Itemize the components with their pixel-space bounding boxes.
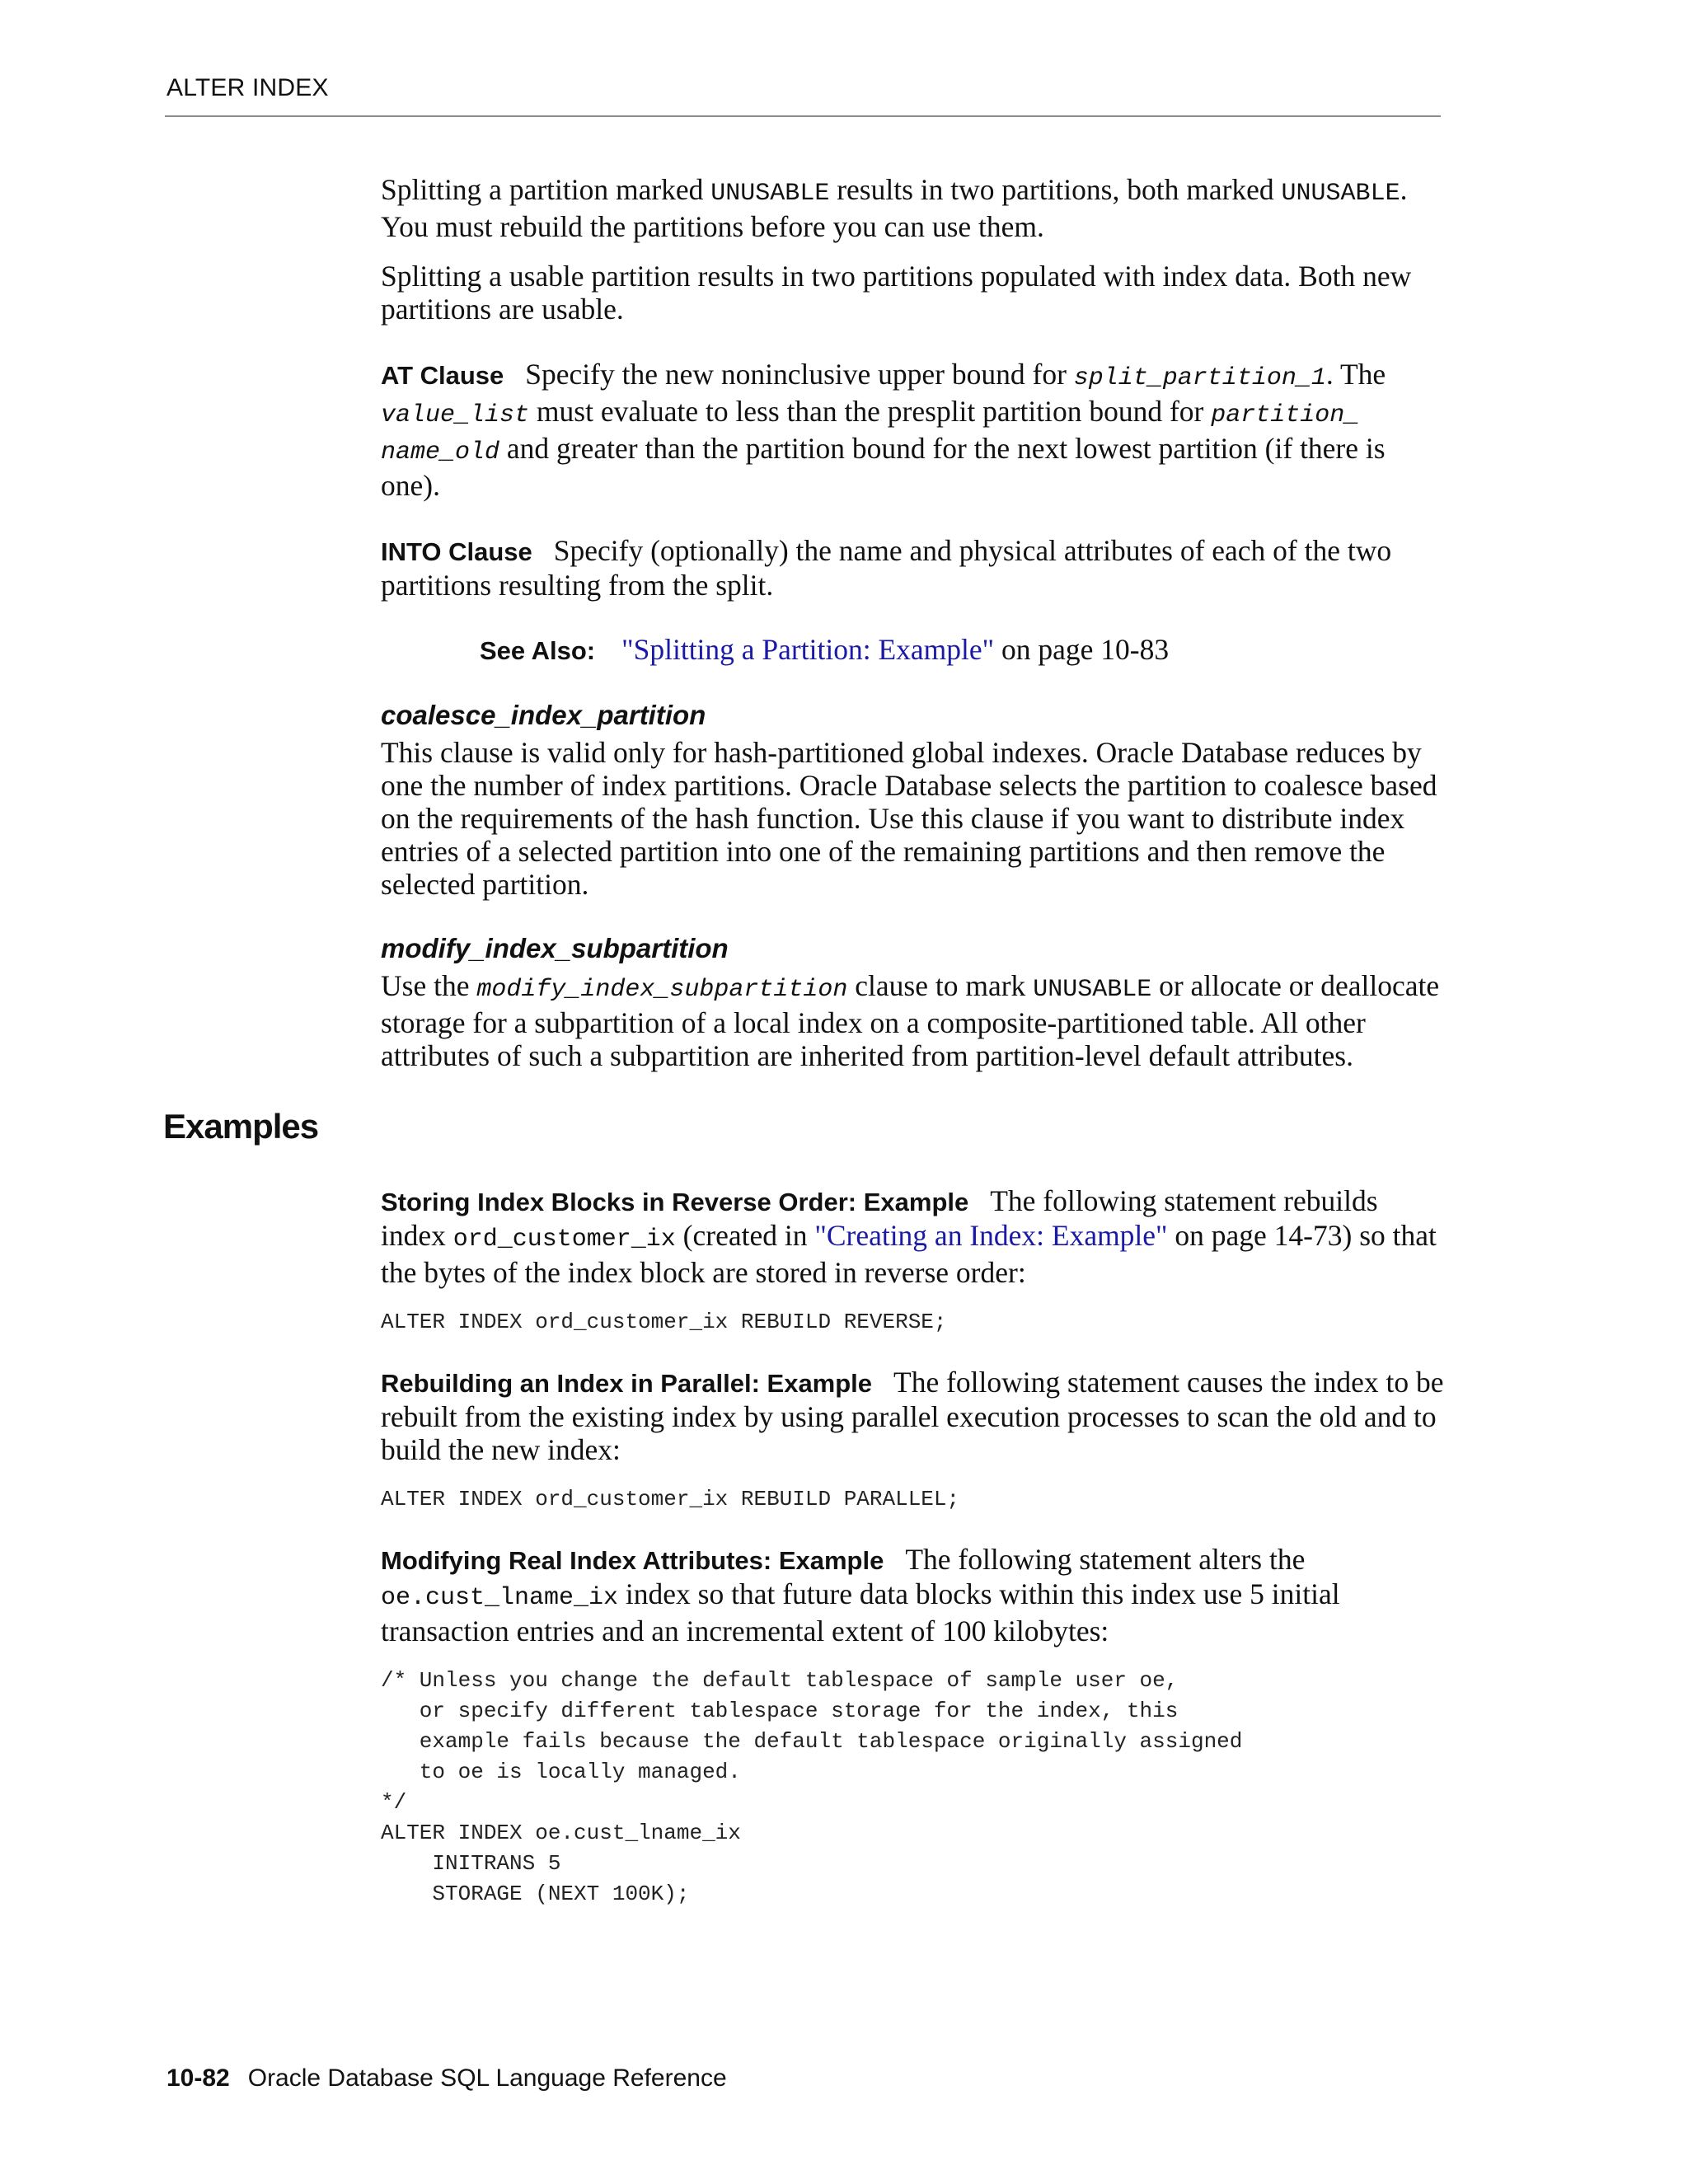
examples-heading: Examples — [163, 1107, 319, 1146]
example-modify-attributes — [381, 1543, 1444, 1647]
header-rule — [165, 115, 1441, 117]
text: The following statement rebuilds index — [381, 1184, 1378, 1252]
paragraph-split-usable: Splitting a usable partition results in two partitions populated with index data. Both new partitions are usable. — [381, 260, 1412, 326]
code-oe-cust-lname-ix: oe.cust_lname_ix — [381, 1584, 619, 1612]
text: . The — [1325, 358, 1386, 391]
text: Use the — [381, 969, 477, 1002]
text: The following statement alters the — [905, 1543, 1306, 1576]
text: clause to mark — [847, 969, 1034, 1002]
text: Splitting a partition marked — [381, 173, 711, 206]
page-footer — [166, 2064, 727, 2093]
heading-coalesce-index-partition: coalesce_index_partition — [381, 700, 706, 730]
text: index so that future data blocks within this index use 5 initial transaction entries and an incremental extent of 100 kilobytes: — [381, 1577, 1340, 1647]
code-ord-customer-ix: ord_customer_ix — [452, 1226, 676, 1254]
paragraph-modify-subpartition — [381, 969, 1444, 1072]
text: . You must rebuild the partitions before you can use them. — [381, 173, 1408, 243]
paragraph-into-clause — [381, 534, 1444, 602]
text: and greater than the partition bound for the next lowest partition (if there is one). — [381, 432, 1386, 502]
example-parallel-label: Rebuilding an Index in Parallel: Example — [381, 1369, 873, 1398]
code-block-modify: /* Unless you change the default tablespace of sample user oe, or specify different tablespace storage for the index, this example fails because the default tablespace originally assigned to oe is locally managed. */ ALTER INDEX oe.cust_lname_ix INITRANS 5 STORAGE (NEXT 100K); — [381, 1668, 1243, 1906]
text: Specify the new noninclusive upper bound for — [525, 358, 1074, 391]
code-block-reverse: ALTER INDEX ord_customer_ix REBUILD REVERSE; — [381, 1310, 947, 1334]
book-title: Oracle Database SQL Language Reference — [247, 2064, 727, 2092]
text: The following statement causes the index to be rebuilt from the existing index by using parallel execution processes to scan the old and to build the new index: — [381, 1366, 1444, 1466]
text: Specify (optionally) the name and physical attributes of each of the two partitions resulting from the split. — [381, 534, 1392, 602]
code-split-partition: split_partition_1 — [1073, 364, 1326, 392]
link-splitting-partition-example[interactable]: "Splitting a Partition: Example" — [621, 633, 995, 666]
at-clause-label: AT Clause — [381, 361, 504, 390]
examples-section — [381, 1184, 1444, 1910]
code-unusable: UNUSABLE — [710, 180, 830, 208]
heading-modify-index-subpartition: modify_index_subpartition — [381, 933, 729, 963]
paragraph-coalesce: This clause is valid only for hash-partitioned global indexes. Oracle Database reduces by one the number of index partitions. Oracle Database selects the partition to coalesce based on the requirements of the hash function. Use this clause if you want to distribute index entries of a selected partition into one of the remaining partitions and then remove the selected partition. — [381, 736, 1437, 901]
page-number: 10-82 — [166, 2064, 230, 2092]
main-body — [381, 173, 1444, 1072]
see-also-note — [480, 633, 1444, 668]
text: must evaluate to less than the presplit partition bound for — [529, 395, 1212, 428]
example-modify-attributes-label: Modifying Real Index Attributes: Example — [381, 1546, 884, 1575]
code-block-parallel: ALTER INDEX ord_customer_ix REBUILD PARALLEL; — [381, 1487, 960, 1511]
into-clause-label: INTO Clause — [381, 537, 532, 566]
text: on page 14-73) so that the bytes of the index block are stored in reverse order: — [381, 1219, 1437, 1289]
see-also-label: See Also: — [480, 636, 596, 665]
example-reverse-order — [381, 1184, 1444, 1289]
code-unusable: UNUSABLE — [1033, 976, 1152, 1004]
example-parallel — [381, 1366, 1444, 1466]
text: on page 10-83 — [994, 633, 1170, 666]
running-header: ALTER INDEX — [166, 74, 329, 101]
text: (created in — [675, 1219, 815, 1252]
paragraph-split-unusable — [381, 173, 1444, 243]
text: or allocate or deallocate storage for a subpartition of a local index on a composite-partitioned table. All other attributes of such a subpartition are inherited from partition-level default attributes. — [381, 969, 1440, 1072]
code-value-list: value_list — [381, 401, 530, 429]
paragraph-at-clause — [381, 358, 1444, 502]
code-modify-index-subpartition: modify_index_subpartition — [476, 976, 848, 1004]
example-reverse-order-label: Storing Index Blocks in Reverse Order: Example — [381, 1188, 969, 1216]
text: results in two partitions, both marked — [829, 173, 1282, 206]
link-creating-index-example[interactable]: "Creating an Index: Example" — [814, 1219, 1168, 1252]
code-partition-name-old: partition_ name_old — [381, 401, 1360, 466]
code-unusable: UNUSABLE — [1281, 180, 1400, 208]
